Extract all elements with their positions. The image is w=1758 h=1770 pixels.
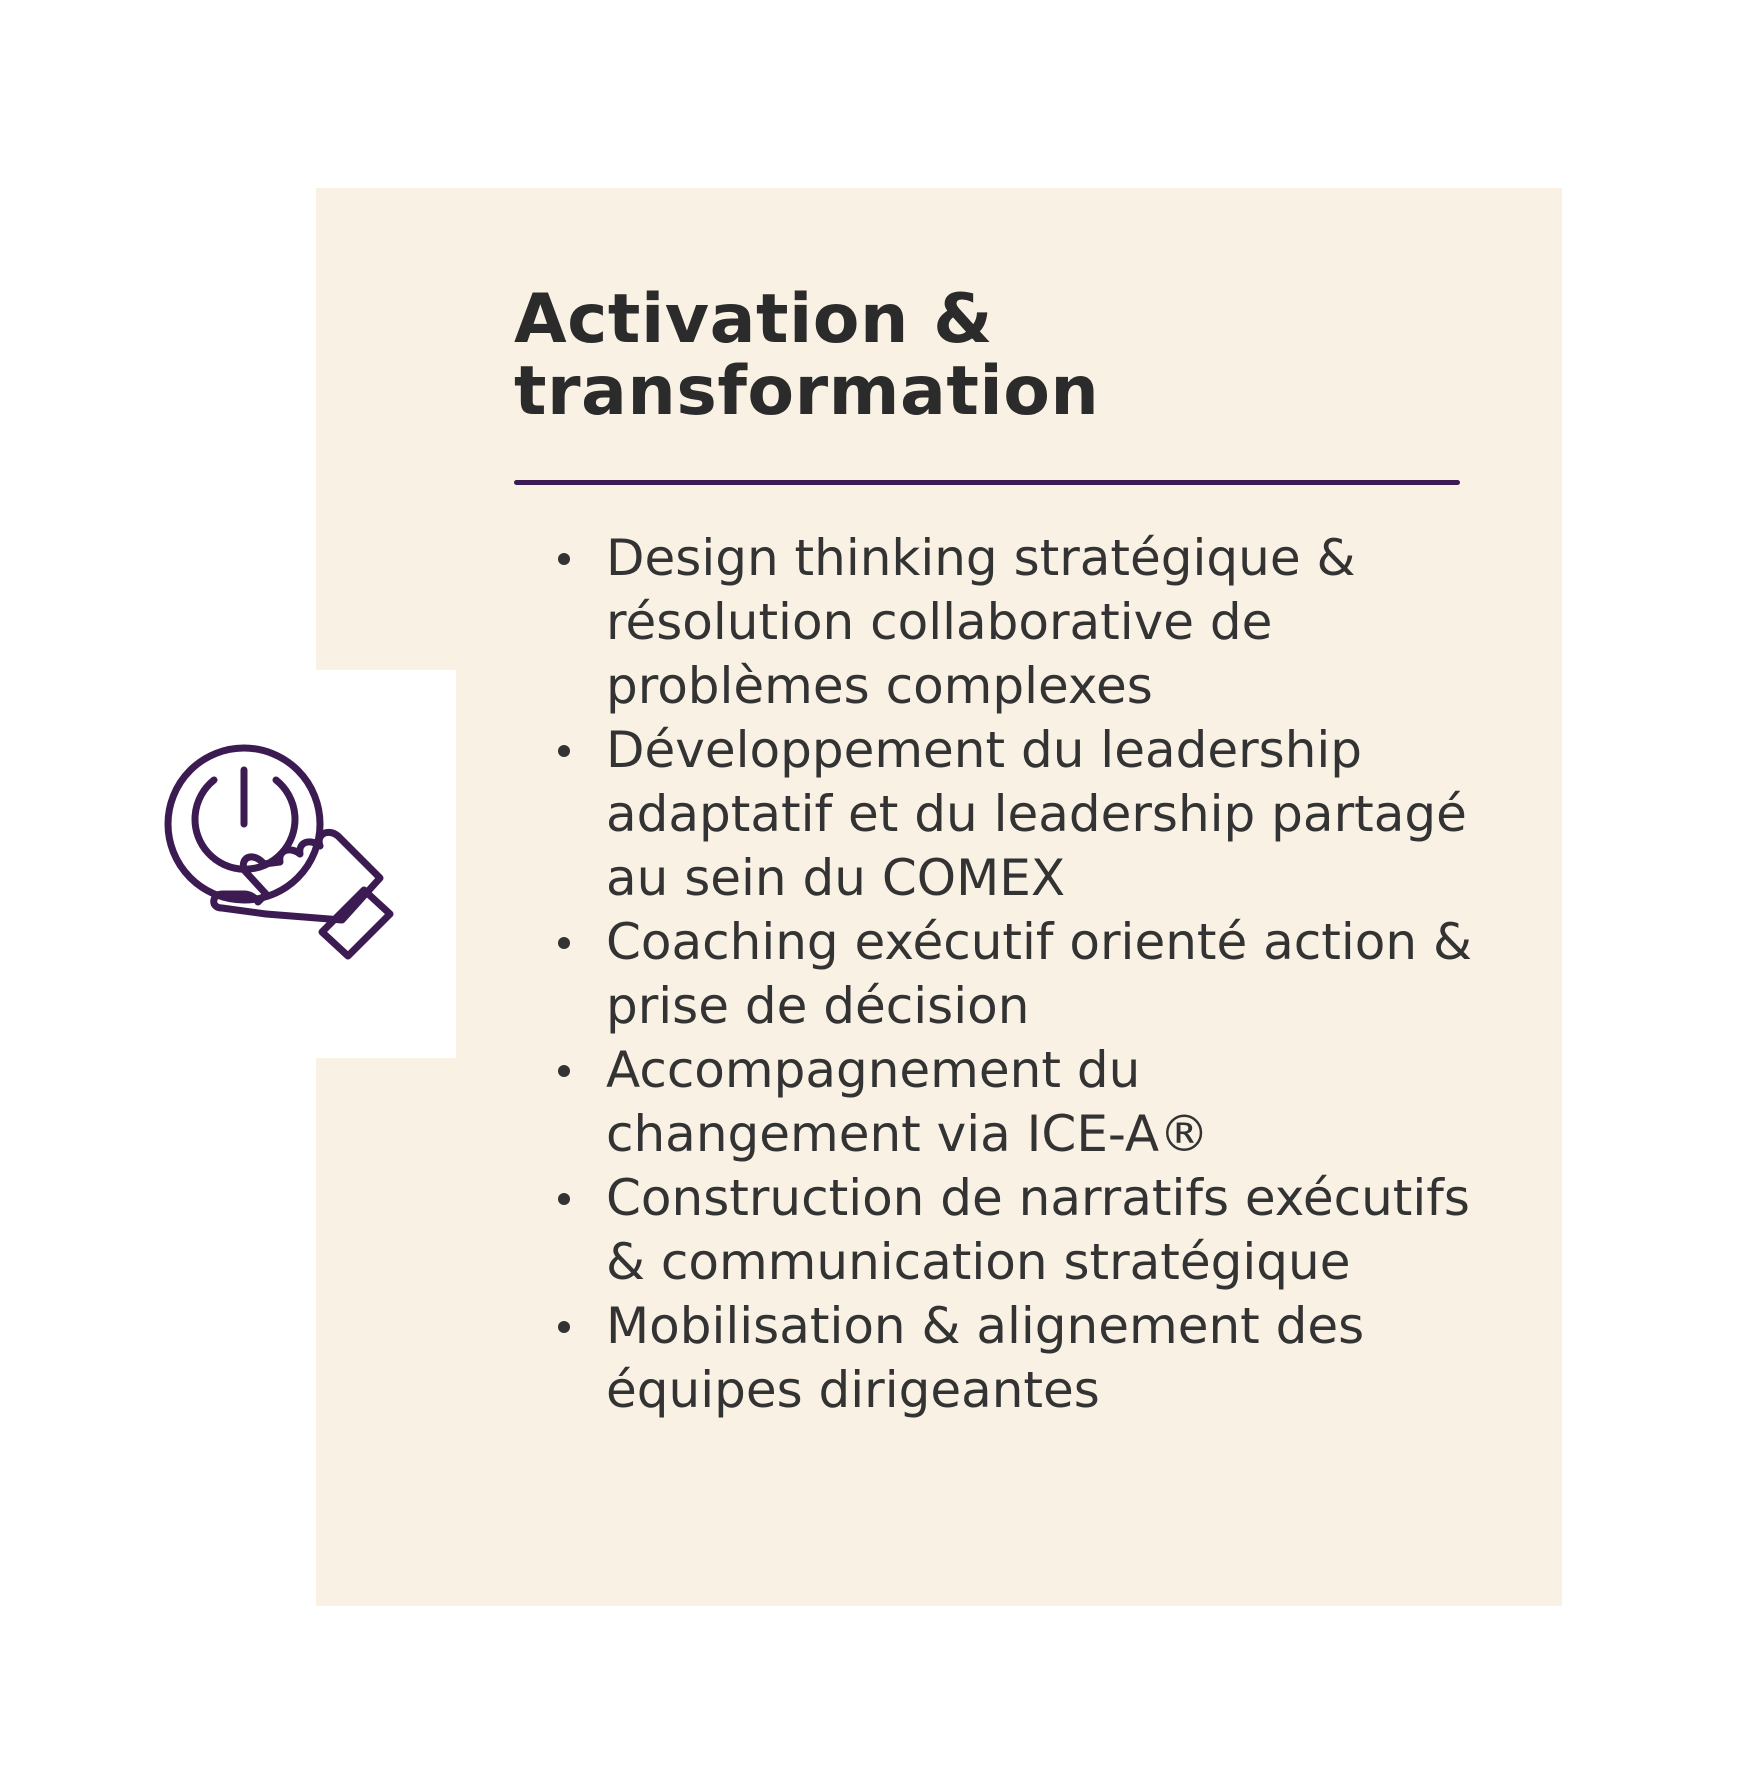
list-item — [606, 526, 1606, 718]
list-item — [606, 718, 1606, 910]
list-item — [606, 1166, 1606, 1294]
power-button-press-icon — [160, 742, 424, 990]
list-item-line: Construction de narratifs exécutifs — [606, 1169, 1470, 1227]
list-item-line: Coaching exécutif orienté action & — [606, 913, 1472, 971]
list-item-line: Mobilisation & alignement des — [606, 1297, 1365, 1355]
card-title — [514, 280, 1414, 431]
list-item-line: résolution collaborative de — [606, 593, 1273, 651]
list-item-line: adaptatif et du leadership partagé — [606, 785, 1467, 843]
list-item — [606, 910, 1606, 1038]
list-item-line: au sein du COMEX — [606, 849, 1066, 907]
list-item-line: changement via ICE-A® — [606, 1105, 1210, 1163]
list-item — [606, 1038, 1606, 1166]
list-item-line: problèmes complexes — [606, 657, 1153, 715]
list-item-line: équipes dirigeantes — [606, 1361, 1100, 1419]
list-item-line: Design thinking stratégique & — [606, 529, 1356, 587]
card-title-line-1: Activation & — [514, 280, 993, 359]
title-divider — [514, 480, 1460, 485]
service-list — [550, 526, 1606, 1422]
list-item-line: & communication stratégique — [606, 1233, 1351, 1291]
card-title-line-2: transformation — [514, 352, 1100, 431]
list-item-line: prise de décision — [606, 977, 1030, 1035]
list-item-line: Développement du leadership — [606, 721, 1363, 779]
list-item-line: Accompagnement du — [606, 1041, 1141, 1099]
list-item — [606, 1294, 1606, 1422]
